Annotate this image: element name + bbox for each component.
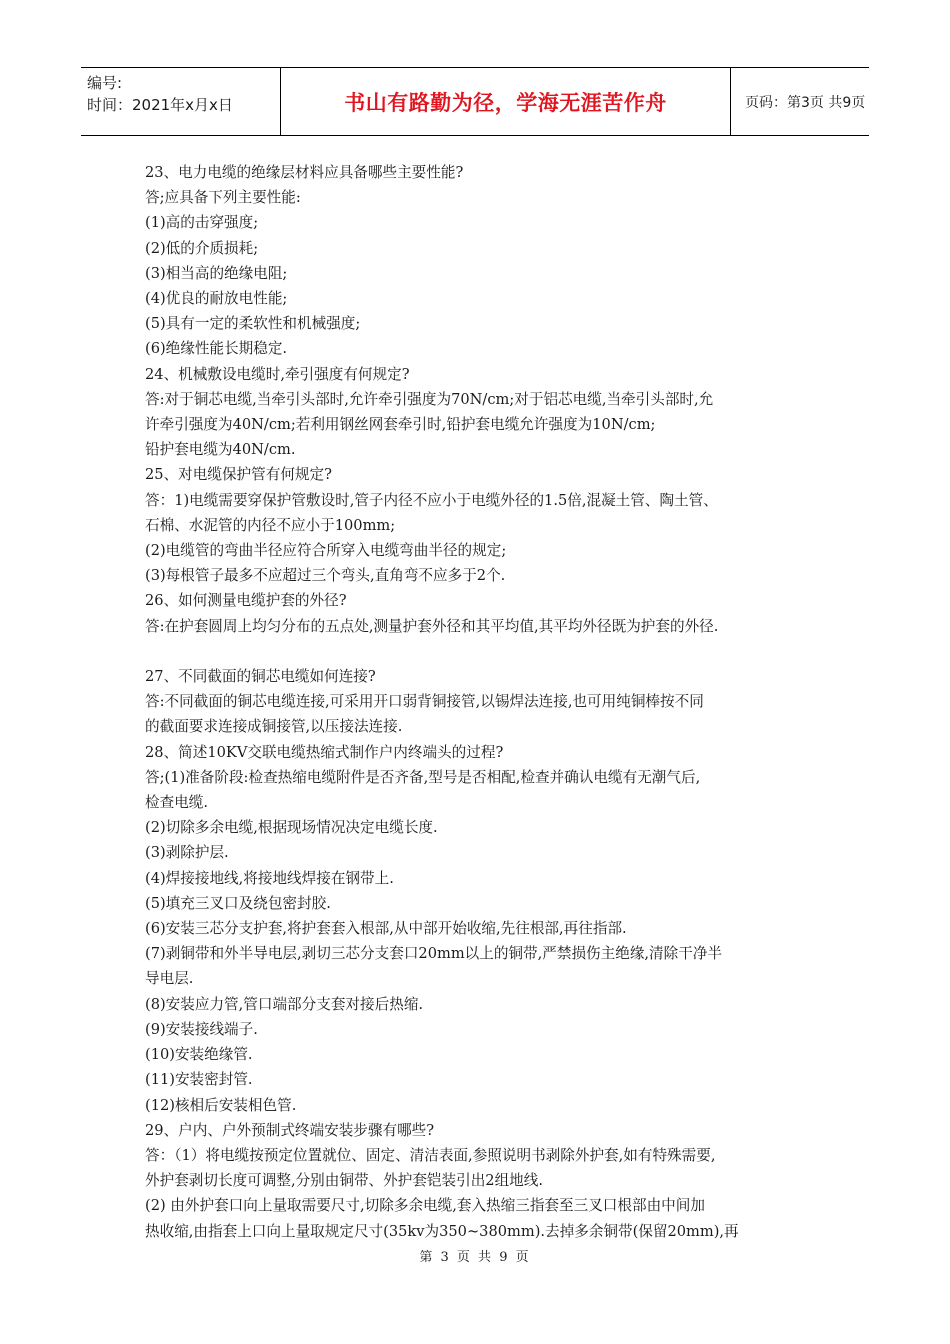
body-line: (8)安装应力管,管口端部分支套对接后热缩. <box>145 995 424 1013</box>
body-line: 27、不同截面的铜芯电缆如何连接? <box>145 668 376 686</box>
body-line: 答:对于铜芯电缆,当牵引头部时,允许牵引强度为70N/cm;对于铝芯电缆,当牵引头部时,允 <box>145 390 714 408</box>
body-line: (9)安装接线端子. <box>145 1020 258 1038</box>
body-line: 25、对电缆保护管有何规定? <box>145 466 332 484</box>
body-line: (2)切除多余电缆,根据现场情况决定电缆长度. <box>145 819 438 837</box>
body-line: 26、如何测量电缆护套的外径? <box>145 592 347 610</box>
body-line: (7)剥铜带和外半导电层,剥切三芯分支套口20mm以上的铜带,严禁损伤主绝缘,清除干净半 <box>145 945 723 963</box>
body-line: 外护套剥切长度可调整,分别由铜带、外护套铠装引出2组地线. <box>145 1172 544 1190</box>
header-motto-cell <box>281 68 731 135</box>
body-line: 铅护套电缆为40N/cm. <box>145 441 296 459</box>
body-line: 热收缩,由指套上口向上量取规定尺寸(35kv为350~380mm).去掉多余铜带(保留20mm),再 <box>145 1222 739 1240</box>
body-line: (10)安装绝缘管. <box>145 1046 253 1064</box>
body-line: (6)绝缘性能长期稳定. <box>145 340 288 358</box>
doc-date-label: 时间：2021年x月x日 <box>87 96 233 114</box>
body-line: (2)电缆管的弯曲半径应符合所穿入电缆弯曲半径的规定; <box>145 542 507 560</box>
body-line: (1)高的击穿强度; <box>145 214 259 232</box>
body-line: (6)安装三芯分支护套,将护套套入根部,从中部开始收缩,先往根部,再往指部. <box>145 920 627 938</box>
body-line: 答：1)电缆需要穿保护管敷设时,管子内径不应小于电缆外径的1.5倍,混凝土管、陶土管、 <box>145 491 718 509</box>
body-line: (2) 由外护套口向上量取需要尺寸,切除多余电缆,套入热缩三指套至三叉口根部由中间加 <box>145 1197 705 1215</box>
body-line: 导电层. <box>145 970 194 988</box>
body-line: (5)具有一定的柔软性和机械强度; <box>145 315 361 333</box>
body-line: 答;(1)准备阶段:检查热缩电缆附件是否齐备,型号是否相配,检查并确认电缆有无潮气后, <box>145 768 701 786</box>
body-line: (4)焊接接地线,将接地线焊接在钢带上. <box>145 869 394 887</box>
body-line: 许牵引强度为40N/cm;若利用钢丝网套牵引时,铅护套电缆允许强度为10N/cm; <box>145 416 656 434</box>
body-line: 答;应具备下列主要性能: <box>145 189 301 207</box>
body-line: 的截面要求连接成铜接管,以压接法连接. <box>145 718 403 736</box>
document-body <box>145 160 815 1244</box>
body-line: 23、电力电缆的绝缘层材料应具备哪些主要性能? <box>145 164 464 181</box>
body-line: 答：（1）将电缆按预定位置就位、固定、清洁表面,参照说明书剥除外护套,如有特殊需要, <box>145 1146 716 1164</box>
body-line: 29、户内、户外预制式终端安装步骤有哪些? <box>145 1121 435 1139</box>
body-line: (3)相当高的绝缘电阻; <box>145 264 288 282</box>
body-line: 答:不同截面的铜芯电缆连接,可采用开口弱背铜接管,以锡焊法连接,也可用纯铜棒按不同 <box>145 693 704 711</box>
header-page-cell <box>731 68 869 135</box>
body-line: 检查电缆. <box>145 794 209 812</box>
page-footer: 第 3 页 共 9 页 <box>419 1250 531 1265</box>
body-line: (2)低的介质损耗; <box>145 239 259 257</box>
body-line: (3)剥除护层. <box>145 844 229 862</box>
header-motto: 书山有路勤为径，学海无涯苦作舟 <box>344 90 667 115</box>
body-line: (5)填充三叉口及绕包密封胶. <box>145 894 331 912</box>
header-page-label: 页码：第3页 共9页 <box>745 94 866 111</box>
body-line: 24、机械敷设电缆时,牵引强度有何规定? <box>145 365 410 383</box>
body-line: 28、简述10KV交联电缆热缩式制作户内终端头的过程? <box>145 743 504 761</box>
doc-number-label: 编号: <box>87 74 123 92</box>
body-line: (3)每根管子最多不应超过三个弯头,直角弯不应多于2个. <box>145 567 506 585</box>
body-line: (11)安装密封管. <box>145 1071 253 1089</box>
body-line <box>145 639 815 664</box>
body-line: (4)优良的耐放电性能; <box>145 290 288 308</box>
body-line: 答:在护套圆周上均匀分布的五点处,测量护套外径和其平均值,其平均外径既为护套的外径. <box>145 617 719 635</box>
body-line: 石棉、水泥管的内径不应小于100mm; <box>145 516 396 534</box>
header-info-cell <box>81 68 281 135</box>
body-line: (12)核相后安装相色管. <box>145 1096 297 1114</box>
document-header <box>81 67 869 136</box>
